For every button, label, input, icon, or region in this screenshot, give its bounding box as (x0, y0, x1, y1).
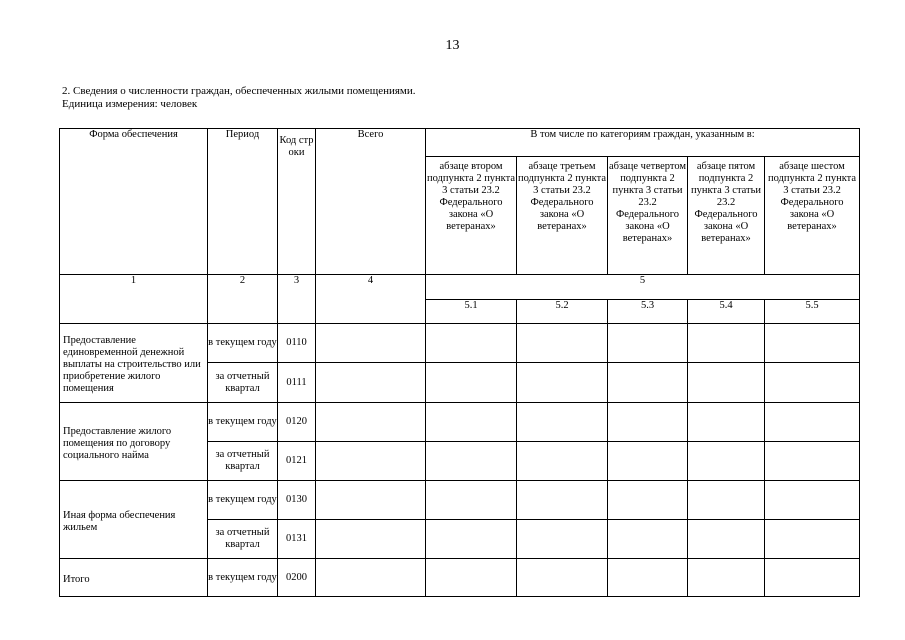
colnum-5-2: 5.2 (517, 300, 608, 324)
row-label-social-rent: Предоставление жилого помещения по договору социального найма (60, 403, 208, 481)
colnum-2: 2 (208, 275, 278, 324)
header-total: Всего (316, 129, 426, 275)
row-code: 0200 (278, 559, 316, 597)
value-cell[interactable] (688, 324, 765, 363)
value-cell[interactable] (608, 442, 688, 481)
row-period: за отчетный квартал (208, 363, 278, 403)
header-form: Форма обеспечения (60, 129, 208, 275)
value-cell[interactable] (517, 442, 608, 481)
row-label-other-housing: Иная форма обеспечения жильем (60, 481, 208, 559)
value-cell[interactable] (316, 481, 426, 520)
header-category-5-5: абзаце шестом подпункта 2 пункта 3 статьи 23.2 Федерального закона «О ветеранах» (765, 157, 860, 275)
row-label-total: Итого (60, 559, 208, 597)
table-row (60, 481, 860, 520)
colnum-4: 4 (316, 275, 426, 324)
section-heading (62, 85, 416, 111)
header-period: Период (208, 129, 278, 275)
value-cell[interactable] (608, 403, 688, 442)
row-period: за отчетный квартал (208, 520, 278, 559)
value-cell[interactable] (765, 481, 860, 520)
colnum-5: 5 (426, 275, 860, 300)
colnum-5-5: 5.5 (765, 300, 860, 324)
table-row (60, 559, 860, 597)
value-cell[interactable] (426, 442, 517, 481)
value-cell[interactable] (517, 559, 608, 597)
value-cell[interactable] (608, 363, 688, 403)
value-cell[interactable] (426, 324, 517, 363)
value-cell[interactable] (688, 481, 765, 520)
value-cell[interactable] (765, 442, 860, 481)
value-cell[interactable] (765, 520, 860, 559)
value-cell[interactable] (426, 403, 517, 442)
value-cell[interactable] (316, 559, 426, 597)
value-cell[interactable] (765, 559, 860, 597)
row-period: в текущем году (208, 481, 278, 520)
value-cell[interactable] (765, 324, 860, 363)
colnum-5-1: 5.1 (426, 300, 517, 324)
value-cell[interactable] (517, 363, 608, 403)
header-categories-group: В том числе по категориям граждан, указанным в: (426, 129, 860, 157)
header-category-5-2: абзаце третьем подпункта 2 пункта 3 статьи 23.2 Федерального закона «О ветеранах» (517, 157, 608, 275)
value-cell[interactable] (688, 442, 765, 481)
value-cell[interactable] (426, 481, 517, 520)
value-cell[interactable] (608, 324, 688, 363)
header-code: Код строки (278, 129, 316, 275)
value-cell[interactable] (517, 481, 608, 520)
unit-of-measure: Единица измерения: человек (62, 98, 198, 110)
value-cell[interactable] (426, 363, 517, 403)
row-label-lump-sum-payment: Предоставление единовременной денежной выплаты на строительство или приобретение жилого помещения (60, 324, 208, 403)
row-code: 0111 (278, 363, 316, 403)
value-cell[interactable] (426, 559, 517, 597)
value-cell[interactable] (688, 363, 765, 403)
row-code: 0131 (278, 520, 316, 559)
value-cell[interactable] (608, 481, 688, 520)
value-cell[interactable] (688, 403, 765, 442)
value-cell[interactable] (688, 559, 765, 597)
value-cell[interactable] (517, 520, 608, 559)
row-period: в текущем году (208, 403, 278, 442)
value-cell[interactable] (688, 520, 765, 559)
value-cell[interactable] (608, 559, 688, 597)
row-code: 0120 (278, 403, 316, 442)
value-cell[interactable] (517, 403, 608, 442)
row-period: за отчетный квартал (208, 442, 278, 481)
row-period: в текущем году (208, 324, 278, 363)
row-period: в текущем году (208, 559, 278, 597)
value-cell[interactable] (426, 520, 517, 559)
row-code: 0121 (278, 442, 316, 481)
colnum-3: 3 (278, 275, 316, 324)
value-cell[interactable] (608, 520, 688, 559)
section-title: 2. Сведения о численности граждан, обеспеченных жилыми помещениями. (62, 85, 416, 97)
value-cell[interactable] (316, 403, 426, 442)
value-cell[interactable] (765, 363, 860, 403)
header-category-5-3: абзаце четвертом подпункта 2 пункта 3 статьи 23.2 Федерального закона «О ветеранах» (608, 157, 688, 275)
colnum-1: 1 (60, 275, 208, 324)
table-row (60, 324, 860, 363)
colnum-5-4: 5.4 (688, 300, 765, 324)
value-cell[interactable] (316, 363, 426, 403)
colnum-5-3: 5.3 (608, 300, 688, 324)
header-category-5-1: абзаце втором подпункта 2 пункта 3 статьи 23.2 Федерального закона «О ветеранах» (426, 157, 517, 275)
housing-statistics-table (59, 128, 860, 597)
value-cell[interactable] (316, 520, 426, 559)
row-code: 0130 (278, 481, 316, 520)
row-code: 0110 (278, 324, 316, 363)
page-number: 13 (445, 38, 460, 53)
value-cell[interactable] (316, 324, 426, 363)
value-cell[interactable] (316, 442, 426, 481)
table-row (60, 403, 860, 442)
value-cell[interactable] (765, 403, 860, 442)
value-cell[interactable] (517, 324, 608, 363)
header-category-5-4: абзаце пятом подпункта 2 пункта 3 статьи 23.2 Федерального закона «О ветеранах» (688, 157, 765, 275)
